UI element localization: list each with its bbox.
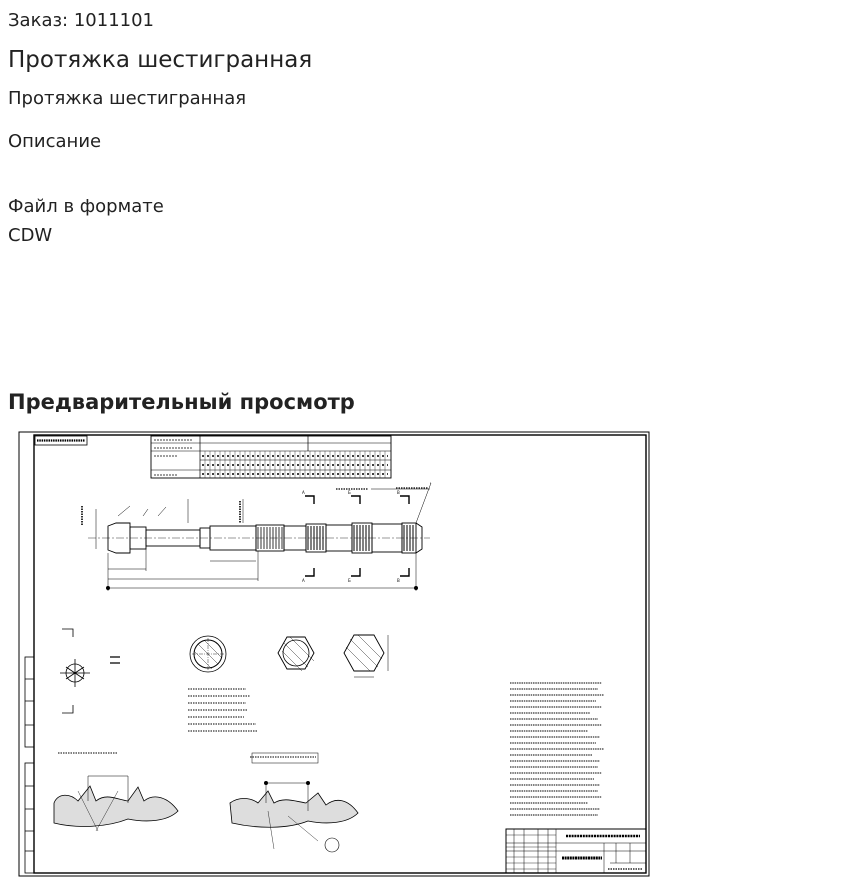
svg-text:В: В <box>397 490 400 495</box>
preview-heading: Предварительный просмотр <box>8 390 355 414</box>
file-format-info: Файл в формате CDW <box>8 196 164 246</box>
order-number: 1011101 <box>73 10 155 31</box>
order-number-line <box>8 10 154 31</box>
svg-text:Б: Б <box>348 578 351 583</box>
svg-text:A: A <box>302 578 305 583</box>
svg-text:Б: Б <box>348 490 351 495</box>
order-label: Заказ: <box>8 10 69 31</box>
svg-text:A: A <box>302 490 305 495</box>
description-label: Описание <box>8 131 102 152</box>
drawing-preview-image <box>18 431 650 877</box>
cross-section-round <box>190 636 226 672</box>
product-subtitle: Протяжка шестигранная <box>8 88 247 109</box>
page-title: Протяжка шестигранная <box>8 47 313 73</box>
svg-text:В: В <box>397 578 400 583</box>
